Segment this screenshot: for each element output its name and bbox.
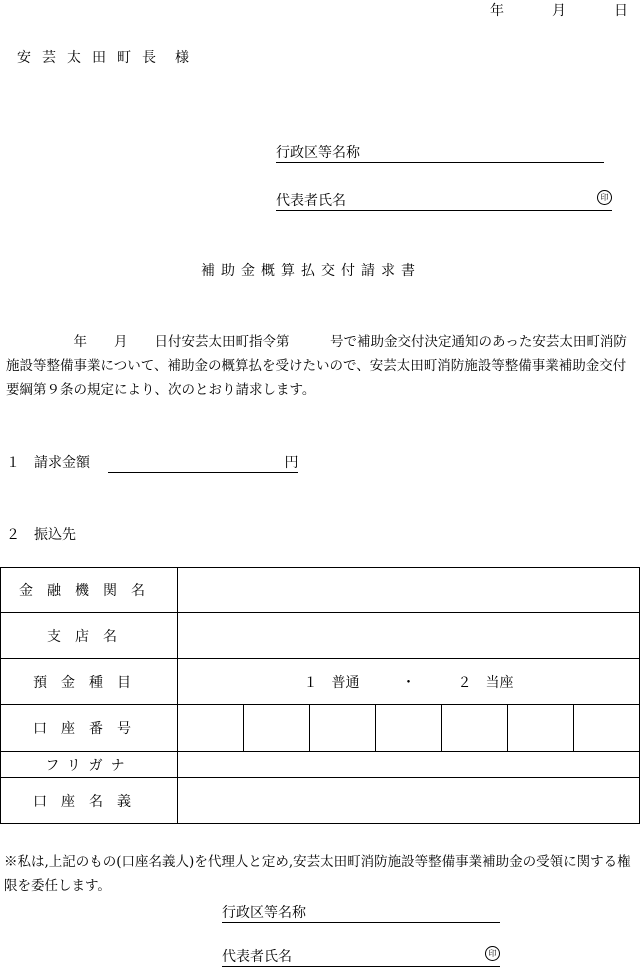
delegate-org-field[interactable] [222,902,500,923]
delegate-rep-label: 代表者氏名 [222,949,292,965]
applicant-org-field[interactable] [276,142,604,163]
branch-name-label: 支店名 [1,613,178,659]
account-digit-box[interactable] [309,705,375,751]
account-number-field[interactable] [178,705,640,752]
addressee-name: 安芸太田町長 [17,50,167,66]
bank-name-label: 金融機関名 [1,568,178,613]
deposit-type-options[interactable]: １ 普通 ・ ２ 当座 [178,659,640,705]
account-holder-field[interactable] [178,778,640,824]
date-month: 月 [552,3,566,19]
applicant-org-label: 行政区等名称 [276,145,360,161]
request-body-text: 年 月 日付安芸太田町指令第 号で補助金交付決定通知のあった安芸太田町消防施設等整備事業について、補助金の概算払を受けたいので、安芸太田町消防施設等整備事業補助金交付要綱第９条の規定により、次のとおり請求します。 [6,334,627,398]
amount-unit: 円 [284,455,299,471]
bank-name-field[interactable] [178,568,640,613]
account-digit-box[interactable] [178,705,243,751]
addressee-honorific: 様 [175,50,200,66]
table-row [1,659,640,705]
bank-account-table [0,567,640,824]
seal-icon: 印 [597,190,612,205]
applicant-rep-field[interactable] [276,190,612,211]
account-digit-box[interactable] [243,705,309,751]
account-number-label: 口座番号 [1,705,178,752]
date-day: 日 [614,3,628,19]
delegate-rep-field[interactable] [222,946,500,967]
delegate-org-label: 行政区等名称 [222,905,306,921]
transfer-destination-label: ２ 振込先 [6,527,76,543]
account-digit-box[interactable] [375,705,441,751]
request-amount-label: １ 請求金額 [6,455,90,471]
document-title: 補助金概算払交付請求書 [201,263,421,279]
request-amount-field[interactable] [108,452,298,473]
table-row [1,705,640,752]
table-row [1,613,640,659]
furigana-field[interactable] [178,752,640,778]
request-amount-item [6,452,298,473]
branch-name-field[interactable] [178,613,640,659]
furigana-label: フリガナ [1,752,178,778]
table-row [1,778,640,824]
account-holder-label: 口座名義 [1,778,178,824]
account-digit-box[interactable] [507,705,573,751]
table-row [1,568,640,613]
table-row [1,752,640,778]
addressee [17,47,200,67]
date-year: 年 [490,3,504,19]
account-digit-box[interactable] [573,705,639,751]
delegation-note: ※私は,上記のもの(口座名義人)を代理人と定め,安芸太田町消防施設等整備事業補助金の受領に関する権限を委任します。 [4,854,631,894]
seal-icon: 印 [485,946,500,961]
account-digit-box[interactable] [441,705,507,751]
deposit-type-label: 預金種目 [1,659,178,705]
applicant-rep-label: 代表者氏名 [276,193,346,209]
date-line [490,0,628,20]
